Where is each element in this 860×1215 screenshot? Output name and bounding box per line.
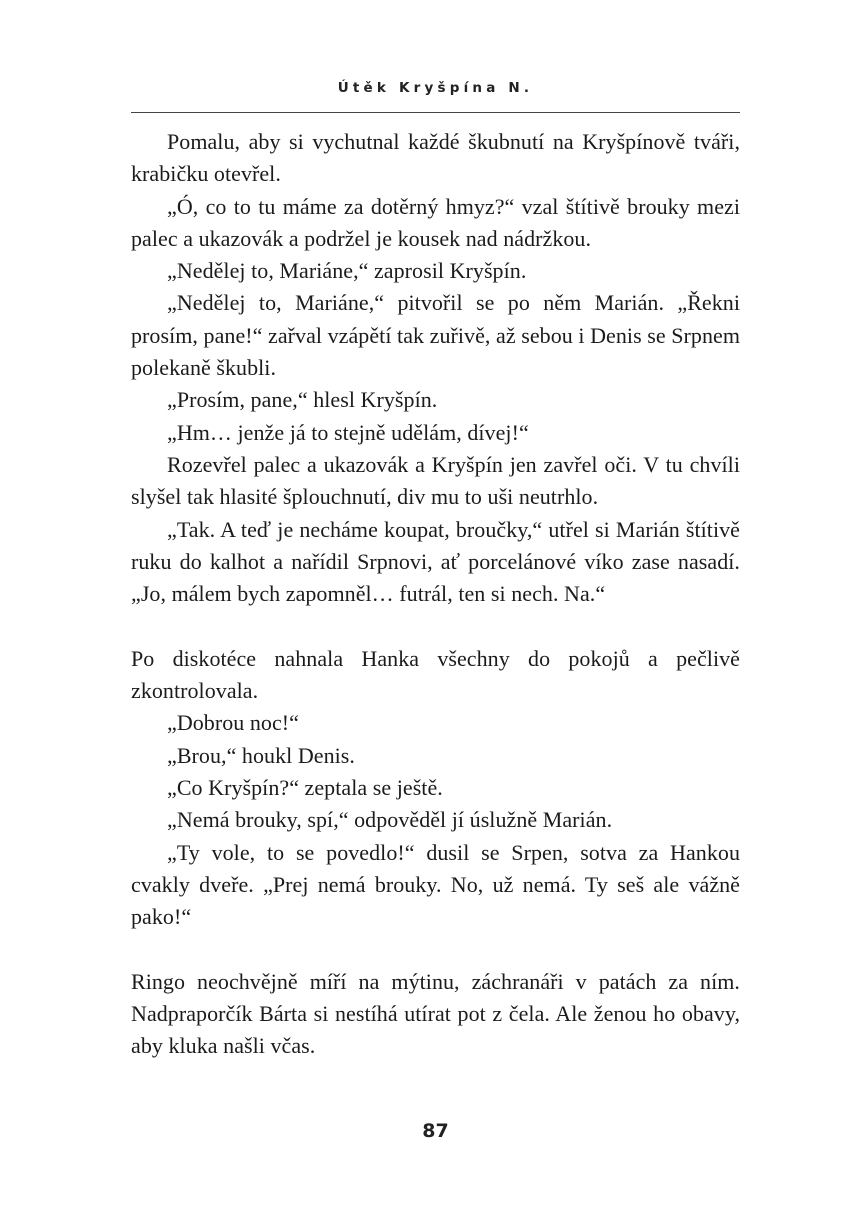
paragraph: „Nedělej to, Mariáne,“ pitvořil se po něm Marián. „Řekni prosím, pane!“ zařval vzápětí tak zuřivě, až sebou i Denis se Srpnem polekaně škubli. bbox=[131, 290, 740, 381]
paragraph: „Brou,“ houkl Denis. bbox=[167, 742, 355, 768]
paragraph: Rozevřel palec a ukazovák a Kryšpín jen zavřel oči. V tu chvíli slyšel tak hlasité šplouchnutí, div mu to uši neutrhlo. bbox=[131, 451, 740, 510]
body-text bbox=[131, 126, 740, 1063]
paragraph: „Nedělej to, Mariáne,“ zaprosil Kryšpín. bbox=[167, 258, 527, 284]
section-opening-paragraph: Ringo neochvějně míří na mýtinu, záchranáři v patách za ním. Nadpraporčík Bárta si nestíhá utírat pot z čela. Ale ženou ho obavy, aby kluka našli včas. bbox=[131, 968, 740, 1059]
paragraph: „Prosím, pane,“ hlesl Kryšpín. bbox=[167, 387, 438, 413]
paragraph: „Ty vole, to se povedlo!“ dusil se Srpen, sotva za Hankou cvakly dveře. „Prej nemá brouky. No, už nemá. Ty seš ale vážně pako!“ bbox=[131, 839, 740, 930]
page-number: 87 bbox=[422, 1120, 449, 1142]
paragraph: „Dobrou noc!“ bbox=[167, 710, 299, 736]
paragraph: „Co Kryšpín?“ zeptala se ještě. bbox=[167, 774, 443, 800]
paragraph: „Hm… jenže já to stejně udělám, dívej!“ bbox=[167, 419, 529, 445]
section-opening-paragraph: Po diskotéce nahnala Hanka všechny do pokojů a pečlivě zkontrolovala. bbox=[131, 645, 740, 704]
paragraph: „Nemá brouky, spí,“ odpověděl jí úslužně Marián. bbox=[167, 807, 613, 833]
paragraph: „Ó, co to tu máme za dotěrný hmyz?“ vzal štítivě brouky mezi palec a ukazovák a podržel je kousek nad nádržkou. bbox=[131, 193, 740, 251]
paragraph: „Tak. A teď je necháme koupat, broučky,“ utřel si Marián štítivě ruku do kalhot a nařídil Srpnovi, ať porcelánové víko zase nasadí. „Jo, málem bych zapomněl… futrál, ten si nech. Na.“ bbox=[131, 516, 740, 607]
header-divider bbox=[131, 112, 740, 113]
paragraph: Pomalu, aby si vychutnal každé škubnutí na Kryšpínově tváři, krabičku otevřel. bbox=[131, 129, 740, 187]
running-head-title: Útěk Kryšpína N. bbox=[337, 80, 534, 96]
